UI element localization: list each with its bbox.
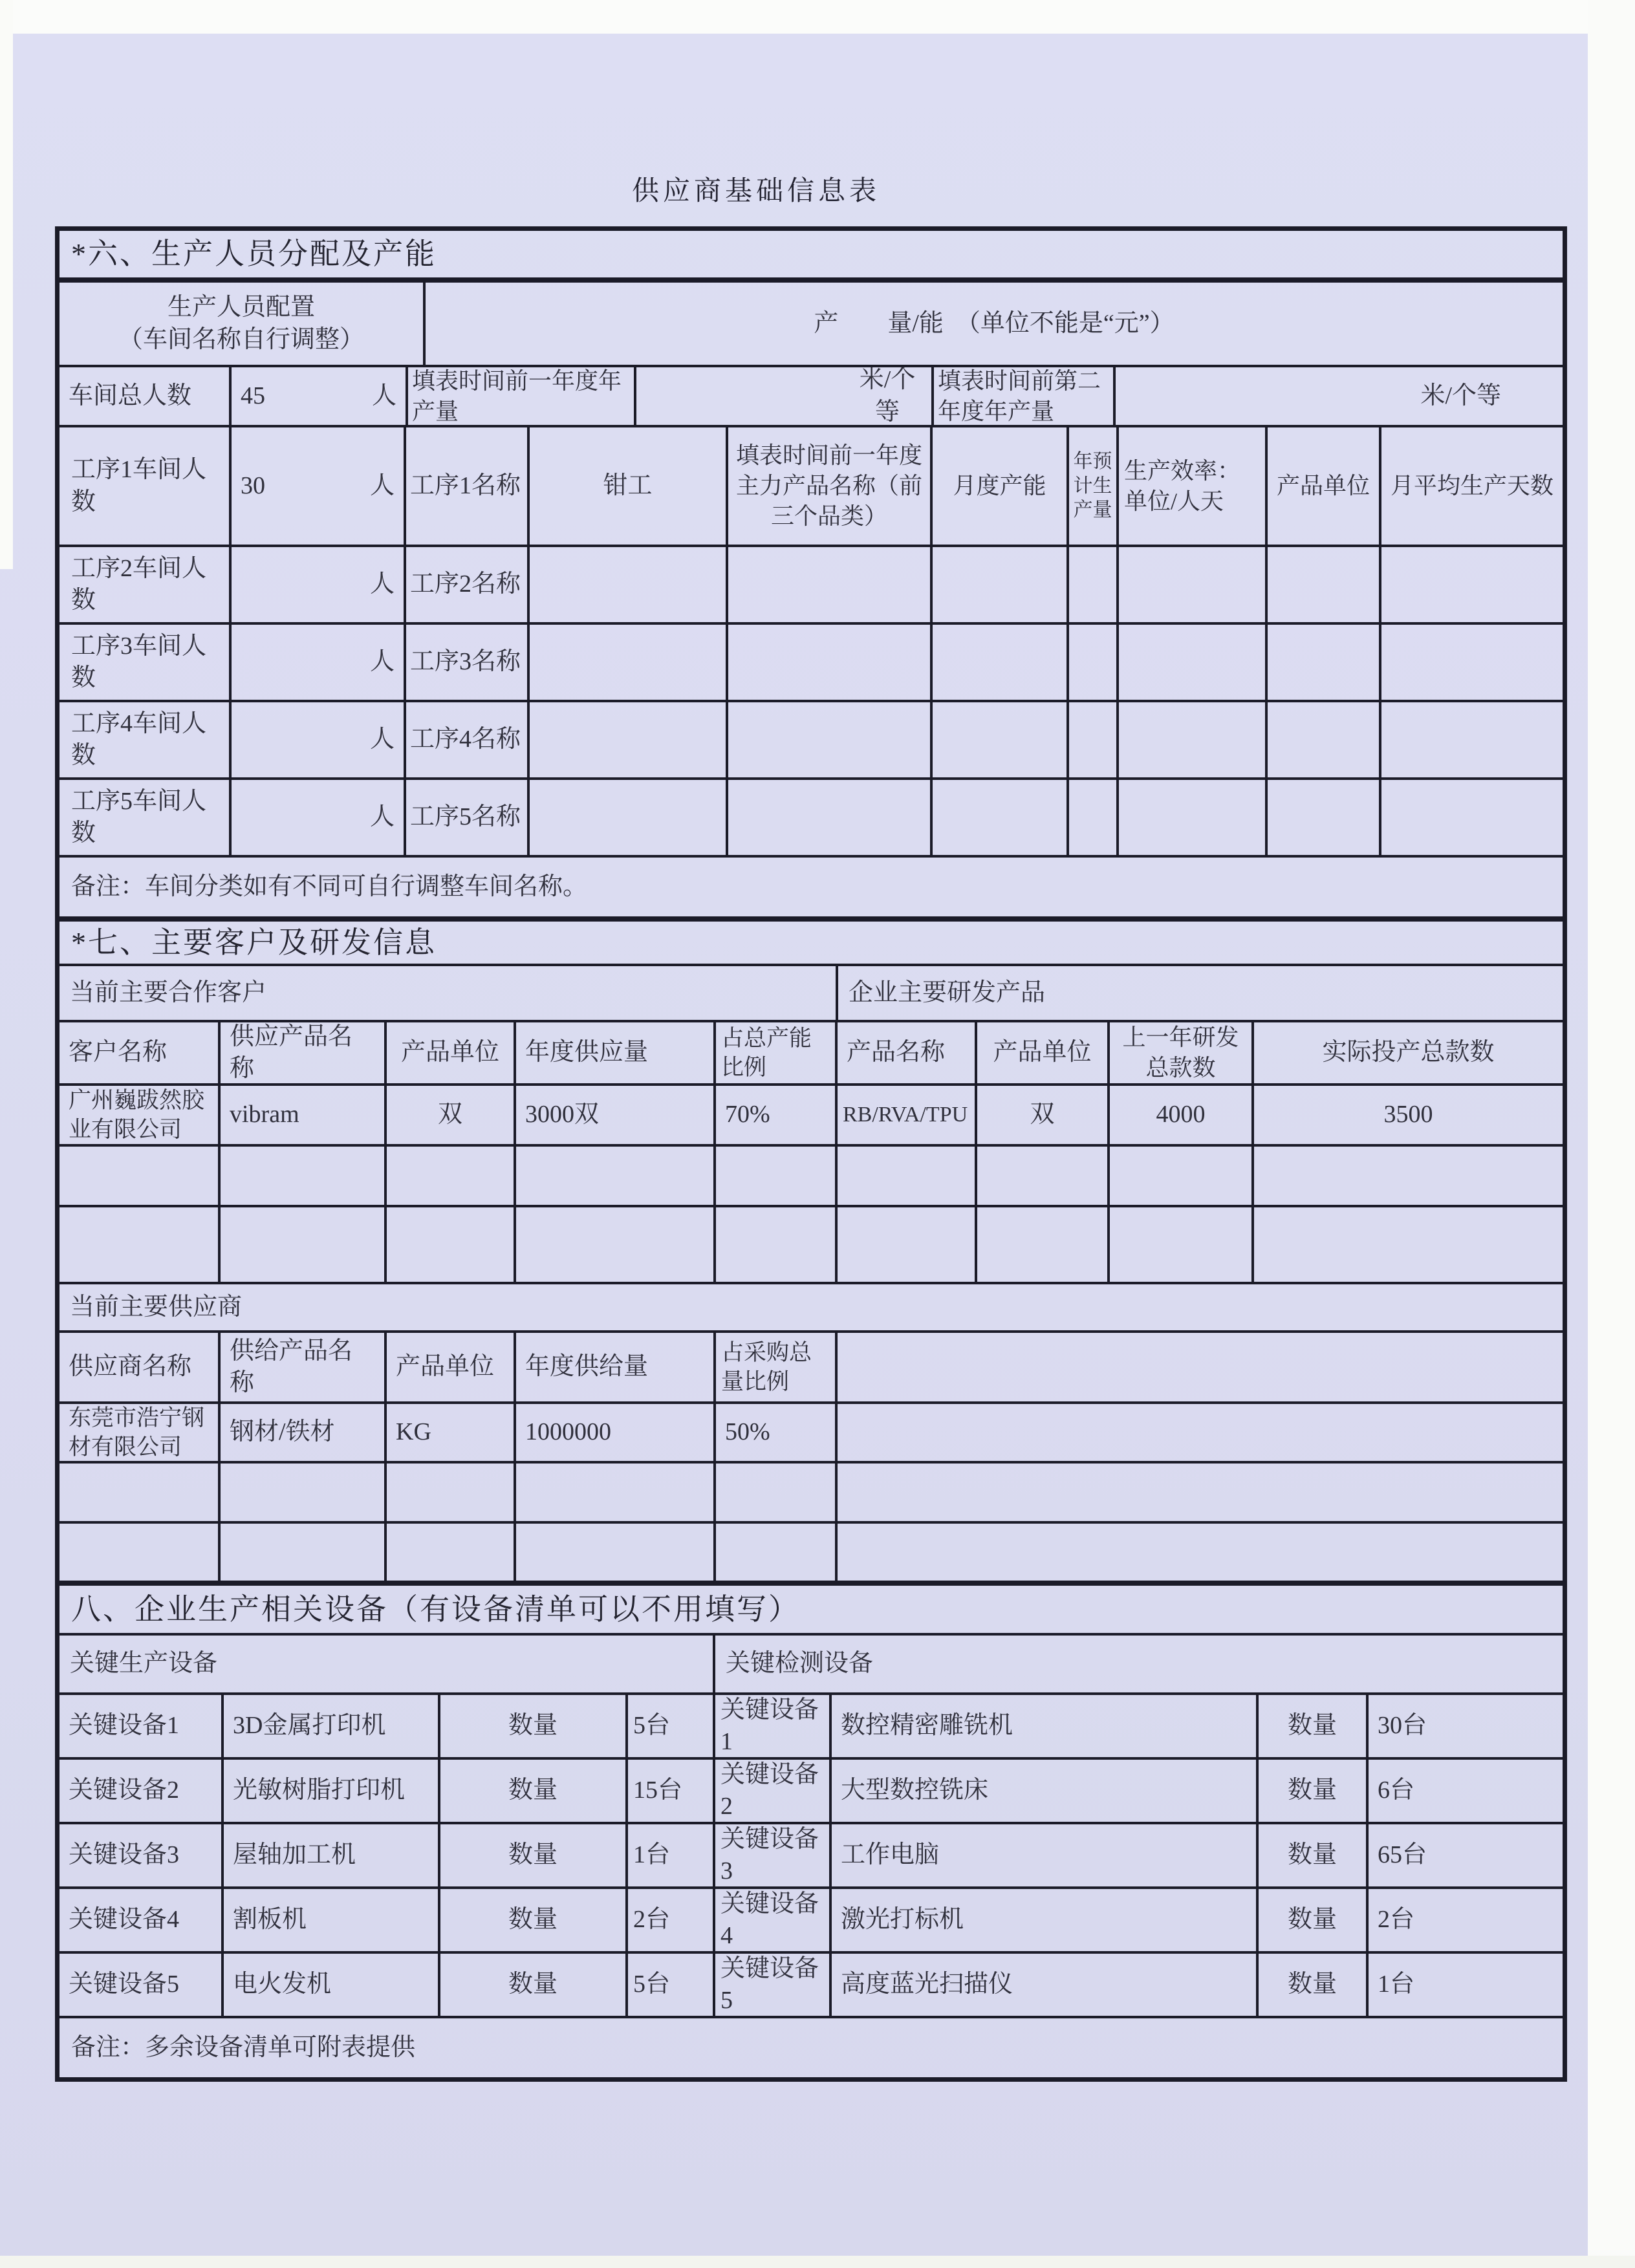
cell-insp-dev4-qty: 2台 — [1366, 1889, 1563, 1951]
cell-process3-unit — [1265, 625, 1379, 700]
process-row-4 — [60, 700, 1563, 777]
cell-process5-days — [1379, 780, 1563, 855]
cell-supplier-volume: 1000000 — [514, 1404, 713, 1461]
cell-prod-dev3-qty: 1台 — [625, 1824, 713, 1886]
cell-process3-products — [726, 625, 930, 700]
header-supplier-product: 供给产品名称 — [218, 1333, 384, 1401]
cell-insp-dev3-qty: 65台 — [1366, 1824, 1563, 1886]
cell-prod-dev3-name: 屋轴加工机 — [221, 1824, 438, 1886]
cell-insp-dev1-qty: 30台 — [1366, 1695, 1563, 1757]
empty-cell — [218, 1147, 384, 1205]
header-supplier-unit: 产品单位 — [384, 1333, 514, 1401]
header-customer-name: 客户名称 — [69, 1039, 168, 1066]
cell-insp-dev5-qty: 1台 — [1366, 1954, 1563, 2016]
customer-band-label: 当前主要合作客户 — [70, 978, 267, 1006]
rd-last-year-count-text: 上一年研发总款数 — [1122, 1024, 1239, 1081]
supplier-header-row — [60, 1330, 1563, 1401]
cell-insp-dev4-name: 激光打标机 — [829, 1889, 1256, 1951]
cell-supplier-share: 50% — [713, 1404, 835, 1461]
scan-edge-left — [0, 0, 13, 569]
header-rd-actual-count: 实际投产总款数 — [1251, 1022, 1563, 1083]
total-count-unit: 人 — [371, 382, 396, 409]
process-row-3 — [60, 622, 1563, 700]
cell-supplier-name: 东莞市浩宁钢材有限公司 — [69, 1405, 205, 1460]
cell-prod-dev3-qty-label: 数量 — [438, 1824, 625, 1886]
empty-cell — [835, 1207, 975, 1282]
section8-title-row — [60, 1581, 1563, 1633]
cell-process4-label: 工序4车间人数 — [71, 709, 207, 769]
cell-process2-unit — [1265, 547, 1379, 622]
device-row-3 — [60, 1822, 1563, 1886]
empty-cell — [713, 1463, 835, 1521]
cell-rd-name: RB/RVA/TPU — [835, 1086, 975, 1144]
cell-process1-name-value: 钳工 — [527, 427, 726, 545]
cell-process4-annual — [1067, 702, 1116, 777]
cell-product-unit-header: 产品单位 — [1265, 427, 1379, 545]
section7-title-row — [60, 916, 1563, 964]
cell-process4-monthly — [930, 702, 1067, 777]
cell-main-products-header: 填表时间前一年度主力产品名称（前三个品类） — [726, 427, 930, 545]
cell-process5-monthly — [930, 780, 1067, 855]
cell-process5-label: 工序5车间人数 — [71, 787, 207, 847]
empty-cell — [835, 1463, 1563, 1521]
cell-prod-dev2-qty: 15台 — [625, 1760, 713, 1822]
supplier-empty-row-2 — [60, 1521, 1563, 1581]
cell-process3-label: 工序3车间人数 — [71, 632, 207, 691]
cell-process3-monthly — [930, 625, 1067, 700]
unit-hint-1: 米/个等 — [859, 367, 916, 425]
empty-cell — [384, 1207, 514, 1282]
header-supplier-volume: 年度供给量 — [514, 1333, 713, 1401]
supplier-band-label: 当前主要供应商 — [70, 1293, 243, 1321]
process5-count-unit: 人 — [369, 803, 395, 831]
page-title: 供应商基础信息表 — [631, 177, 880, 206]
cell-process2-count — [229, 547, 404, 622]
section8-note: 备注：多余设备清单可附表提供 — [71, 2033, 416, 2061]
cell-prod-dev1-name: 3D金属打印机 — [221, 1695, 438, 1757]
empty-cell — [60, 1147, 218, 1205]
scan-edge-bottom — [0, 2256, 1635, 2268]
empty-cell — [384, 1147, 514, 1205]
empty-cell — [835, 1333, 1563, 1401]
supplier-form-table — [55, 226, 1567, 2082]
cell-total-value — [229, 367, 406, 425]
section6-title: *六、生产人员分配及产能 — [71, 237, 437, 271]
cell-prod-dev2-name: 光敏树脂打印机 — [221, 1760, 438, 1822]
cell-prod-dev4-qty-label: 数量 — [438, 1889, 625, 1951]
cell-process2-label: 工序2车间人数 — [71, 554, 207, 614]
cell-supplier-product: 钢材/铁材 — [218, 1404, 384, 1461]
cell-insp-dev2-name: 大型数控铣床 — [829, 1760, 1256, 1822]
cell-prod-dev4-qty: 2台 — [625, 1889, 713, 1951]
cell-prod-dev1-qty: 5台 — [625, 1695, 713, 1757]
cell-second-year-label: 填表时间前第二年度年产量 — [931, 367, 1113, 425]
empty-cell — [218, 1207, 384, 1282]
section7-band-row — [60, 964, 1563, 1020]
rd-band-label: 企业主要研发产品 — [836, 966, 1563, 1020]
cell-process1-name-label: 工序1名称 — [404, 427, 527, 545]
process-row-2 — [60, 545, 1563, 622]
cell-process1-label: 工序1车间人数 — [71, 456, 207, 515]
cell-insp-dev4-qty-label: 数量 — [1256, 1889, 1366, 1951]
cell-customer-product: vibram — [218, 1086, 384, 1144]
header-supplier-name: 供应商名称 — [69, 1353, 192, 1381]
process2-count-unit: 人 — [369, 570, 395, 598]
cell-insp-dev2-qty-label: 数量 — [1256, 1760, 1366, 1822]
inspection-band-label: 关键检测设备 — [713, 1636, 1563, 1692]
cell-process3-count — [229, 625, 404, 700]
cell-customer-share: 70% — [713, 1086, 835, 1144]
cell-process3-name-label: 工序3名称 — [404, 625, 527, 700]
cell-process4-name-label: 工序4名称 — [404, 702, 527, 777]
cell-insp-dev5-label: 关键设备5 — [713, 1954, 829, 2016]
device-row-1 — [60, 1692, 1563, 1757]
empty-cell — [514, 1524, 713, 1581]
process-row-5 — [60, 777, 1563, 855]
header-rd-product-name: 产品名称 — [835, 1022, 975, 1083]
cell-second-year-unit: 米/个等 — [1113, 367, 1563, 425]
cell-insp-dev4-label: 关键设备4 — [713, 1889, 829, 1951]
cell-rd-actual-count: 3500 — [1251, 1086, 1563, 1144]
empty-cell — [1251, 1207, 1563, 1282]
device-row-4 — [60, 1886, 1563, 1951]
empty-cell — [60, 1524, 218, 1581]
cell-avg-days-header: 月平均生产天数 — [1379, 427, 1563, 545]
process-row-1 — [60, 425, 1563, 545]
cell-process2-annual — [1067, 547, 1116, 622]
empty-cell — [218, 1463, 384, 1521]
config-header-line1: 生产人员配置 — [167, 294, 315, 321]
cell-insp-dev3-label: 关键设备3 — [713, 1824, 829, 1886]
cell-prod-dev4-name: 割板机 — [221, 1889, 438, 1951]
empty-cell — [713, 1524, 835, 1581]
cell-prod-dev1-label: 关键设备1 — [69, 1712, 180, 1740]
cell-process3-efficiency — [1116, 625, 1265, 700]
section8-title: 八、企业生产相关设备（有设备清单可以不用填写） — [71, 1592, 800, 1626]
empty-cell — [60, 1463, 218, 1521]
header-capacity-share: 占总产能比例 — [713, 1022, 835, 1083]
empty-cell — [514, 1147, 713, 1205]
section6-title-row — [60, 231, 1563, 277]
empty-cell — [835, 1147, 975, 1205]
cell-customer-unit: 双 — [384, 1086, 514, 1144]
cell-prod-dev5-qty: 5台 — [625, 1954, 713, 2016]
empty-cell — [975, 1207, 1107, 1282]
production-band-label: 关键生产设备 — [70, 1650, 218, 1678]
cell-process5-products — [726, 780, 930, 855]
total-count-value: 45 — [241, 382, 265, 409]
cell-insp-dev5-qty-label: 数量 — [1256, 1954, 1366, 2016]
scan-edge-top — [0, 0, 1635, 34]
cell-process4-days — [1379, 702, 1563, 777]
device-row-2 — [60, 1757, 1563, 1822]
cell-process3-name-value — [527, 625, 726, 700]
cell-prod-dev4-label: 关键设备4 — [69, 1906, 180, 1934]
empty-cell — [1107, 1147, 1251, 1205]
cell-process2-name-value — [527, 547, 726, 622]
cell-process2-efficiency — [1116, 547, 1265, 622]
cell-process2-days — [1379, 547, 1563, 622]
section8-note-row — [60, 2016, 1563, 2077]
cell-insp-dev1-qty-label: 数量 — [1256, 1695, 1366, 1757]
header-annual-supply: 年度供应量 — [514, 1022, 713, 1083]
section8-band-row — [60, 1633, 1563, 1692]
cell-prod-dev1-qty-label: 数量 — [438, 1695, 625, 1757]
cell-process5-name-value — [527, 780, 726, 855]
customer-empty-row-2 — [60, 1205, 1563, 1282]
cell-process4-products — [726, 702, 930, 777]
device-row-5 — [60, 1951, 1563, 2016]
cell-process2-monthly — [930, 547, 1067, 622]
supplier-empty-row-1 — [60, 1461, 1563, 1521]
header-product-unit: 产品单位 — [384, 1022, 514, 1083]
empty-cell — [514, 1207, 713, 1282]
empty-cell — [218, 1524, 384, 1581]
cell-process2-products — [726, 547, 930, 622]
cell-prod-dev5-name: 电火发机 — [221, 1954, 438, 2016]
empty-cell — [384, 1524, 514, 1581]
cell-process5-annual — [1067, 780, 1116, 855]
cell-insp-dev2-qty: 6台 — [1366, 1760, 1563, 1822]
process4-count-unit: 人 — [369, 726, 395, 753]
header-rd-last-year-count — [1107, 1022, 1251, 1083]
cell-process5-efficiency — [1116, 780, 1265, 855]
cell-annual-plan-header: 年预计生产量 — [1067, 427, 1116, 545]
cell-process2-name-label: 工序2名称 — [404, 547, 527, 622]
empty-cell — [1251, 1147, 1563, 1205]
customer-data-row — [60, 1083, 1563, 1144]
cell-process4-efficiency — [1116, 702, 1265, 777]
cell-process4-unit — [1265, 702, 1379, 777]
cell-process4-count — [229, 702, 404, 777]
empty-cell — [1107, 1207, 1251, 1282]
empty-cell — [835, 1404, 1563, 1461]
cell-insp-dev1-name: 数控精密雕铣机 — [829, 1695, 1256, 1757]
empty-cell — [514, 1463, 713, 1521]
workshop-total-row — [60, 365, 1563, 425]
customer-header-row — [60, 1020, 1563, 1083]
empty-cell — [713, 1147, 835, 1205]
cell-prod-dev2-qty-label: 数量 — [438, 1760, 625, 1822]
header-purchase-share: 占采购总量比例 — [713, 1333, 835, 1401]
process1-count-unit: 人 — [369, 471, 395, 499]
empty-cell — [60, 1207, 218, 1282]
cell-total-label: 车间总人数 — [69, 382, 192, 409]
cell-rd-dev-count: 4000 — [1107, 1086, 1251, 1144]
config-header-line2: （车间名称自行调整） — [118, 325, 364, 353]
supplier-band-row — [60, 1282, 1563, 1330]
process1-count-value: 30 — [241, 471, 265, 499]
cell-prod-dev5-label: 关键设备5 — [69, 1971, 180, 1998]
empty-cell — [713, 1207, 835, 1282]
header-rd-product-unit: 产品单位 — [975, 1022, 1107, 1083]
process3-count-unit: 人 — [369, 648, 395, 676]
cell-process5-name-label: 工序5名称 — [404, 780, 527, 855]
cell-process3-annual — [1067, 625, 1116, 700]
cell-insp-dev3-qty-label: 数量 — [1256, 1824, 1366, 1886]
empty-cell — [835, 1524, 1563, 1581]
cell-process1-count — [229, 427, 404, 545]
cell-customer-volume: 3000双 — [514, 1086, 713, 1144]
customer-empty-row-1 — [60, 1144, 1563, 1205]
cell-process5-unit — [1265, 780, 1379, 855]
empty-cell — [384, 1463, 514, 1521]
cell-process3-days — [1379, 625, 1563, 700]
supplier-data-row — [60, 1401, 1563, 1461]
cell-prev-year-unit — [634, 367, 931, 425]
cell-process5-count — [229, 780, 404, 855]
cell-prod-dev5-qty-label: 数量 — [438, 1954, 625, 2016]
cell-supplier-unit: KG — [384, 1404, 514, 1461]
empty-cell — [975, 1147, 1107, 1205]
cell-personnel-config-header — [60, 283, 423, 365]
cell-capacity-header: 产 量/能 （单位不能是“元”） — [423, 283, 1563, 365]
cell-insp-dev2-label: 关键设备2 — [713, 1760, 829, 1822]
section7-title: *七、主要客户及研发信息 — [71, 925, 437, 959]
cell-prod-dev2-label: 关键设备2 — [69, 1777, 180, 1804]
cell-monthly-capacity-header: 月度产能 — [930, 427, 1067, 545]
section6-note: 备注：车间分类如有不同可自行调整车间名称。 — [71, 872, 588, 900]
cell-rd-unit: 双 — [975, 1086, 1107, 1144]
header-supplied-product: 供应产品名称 — [218, 1022, 384, 1083]
cell-process4-name-value — [527, 702, 726, 777]
cell-insp-dev3-name: 工作电脑 — [829, 1824, 1256, 1886]
scan-edge-right — [1588, 0, 1635, 2268]
cell-efficiency-header: 生产效率：单位/人天 — [1116, 427, 1265, 545]
section6-note-row — [60, 855, 1563, 916]
cell-insp-dev5-name: 高度蓝光扫描仪 — [829, 1954, 1256, 2016]
cell-prod-dev3-label: 关键设备3 — [69, 1841, 180, 1869]
cell-customer-name: 广州巍跋然胶业有限公司 — [69, 1087, 205, 1142]
cell-insp-dev1-label: 关键设备1 — [713, 1695, 829, 1757]
cell-prev-year-label: 填表时间前一年度年产量 — [406, 367, 634, 425]
section6-header-row — [60, 277, 1563, 365]
